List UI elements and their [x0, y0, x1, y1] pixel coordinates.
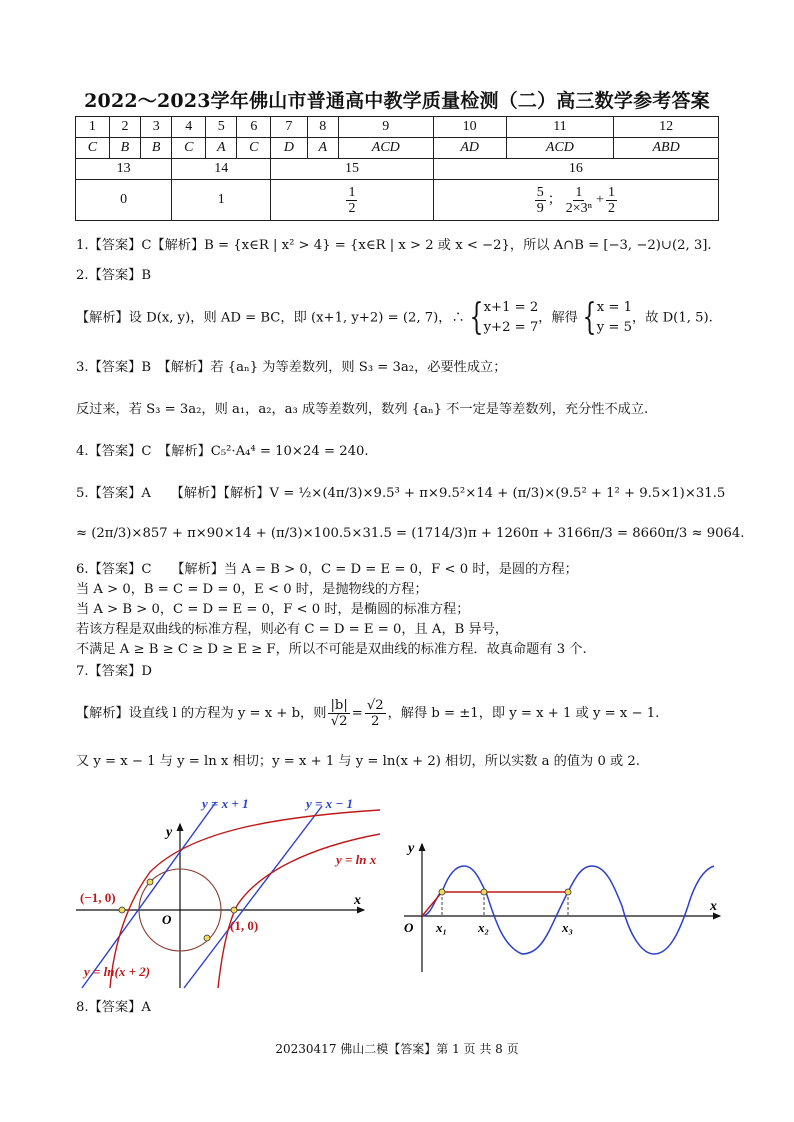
solution-text: ，解得 b = ±1，即 y = x + 1 或 y = x − 1.	[387, 706, 660, 721]
answer-6-line: 6.【答案】C 【解析】当 A = B > 0，C = D = E = 0，F < 0 时，是圆的方程；	[76, 562, 578, 577]
table-row	[76, 180, 719, 221]
answer-cell	[433, 180, 718, 221]
numerator: 5	[536, 184, 544, 200]
label-point-neg1: (−1, 0)	[80, 890, 116, 905]
answer-5-detail: ≈ (2π/3)×857 + π×90×14 + (π/3)×100.5×31.5 = (1714/3)π + 1260π + 3166π/3 = 8660π/3 ≈ 9064.	[76, 526, 745, 541]
answer-7-head: 7.【答案】D	[76, 664, 152, 679]
table-row	[76, 117, 719, 138]
table-row	[76, 159, 719, 180]
answer-7-solution	[76, 694, 659, 734]
answer-cell: AD	[433, 138, 506, 159]
answer-cell: B	[141, 138, 172, 159]
x1-label: x₁	[436, 920, 448, 935]
solution-text: 【解析】设直线 l 的方程为 y = x + b，则	[76, 706, 327, 721]
numerator: 1	[348, 184, 356, 200]
tangent-graph	[70, 792, 380, 992]
question-number: 14	[172, 159, 271, 180]
fraction	[535, 185, 546, 216]
x3-label: x₃	[562, 920, 574, 935]
separator: ；	[547, 192, 562, 208]
numerator: 1	[575, 184, 583, 200]
answer-8-head: 8.【答案】A	[76, 1000, 151, 1015]
question-number: 1	[76, 117, 110, 138]
tangent-point	[119, 907, 125, 913]
label-point-1: (1, 0)	[230, 918, 259, 933]
answer-cell: 0	[76, 180, 172, 221]
question-number: 15	[271, 159, 433, 180]
intersection-point	[481, 889, 487, 895]
denominator: 2×3ⁿ	[565, 200, 593, 216]
tangent-point	[204, 935, 210, 941]
answer-2-solution	[76, 298, 713, 342]
tangent-point	[231, 907, 237, 913]
x-axis-label: x	[354, 893, 361, 908]
red-segment	[422, 892, 568, 916]
table-row	[76, 138, 719, 159]
equation-system	[484, 298, 539, 338]
question-number: 10	[433, 117, 506, 138]
denominator: 9	[536, 200, 544, 216]
denominator: 2	[607, 200, 615, 216]
sine-graph	[398, 836, 728, 976]
answer-cell: A	[307, 138, 338, 159]
y-axis-label: y	[166, 825, 173, 840]
solution-text: 【解析】设 D(x, y)，则 AD = BC，即 (x+1, y+2) = (2, 7)，∴	[76, 310, 465, 326]
equation: y = 5	[596, 320, 633, 335]
intersection-point	[565, 889, 571, 895]
equation: x+1 = 2	[483, 300, 539, 315]
fraction	[606, 185, 617, 216]
answer-4: 4.【答案】C 【解析】C₅²·A₄⁴ = 10×24 = 240.	[76, 444, 369, 459]
y-axis-label: y	[408, 841, 415, 856]
answer-6-line: 不满足 A ≥ B ≥ C ≥ D ≥ E ≥ F，所以不可能是双曲线的标准方程．故真命题有 3 个.	[76, 642, 587, 657]
question-number: 5	[206, 117, 237, 138]
answer-7-detail: 又 y = x − 1 与 y = ln x 相切；y = x + 1 与 y = ln(x + 2) 相切，所以实数 a 的值为 0 或 2.	[76, 754, 640, 769]
label-y-ln-x: y = ln x	[336, 852, 377, 867]
answer-cell: 1	[172, 180, 271, 221]
answer-cell: C	[237, 138, 271, 159]
origin-label: O	[404, 920, 414, 935]
question-number: 12	[614, 117, 719, 138]
label-y-x-plus-1: y = x + 1	[202, 796, 249, 811]
answer-cell: B	[109, 138, 140, 159]
plus-sign: +	[596, 192, 604, 208]
tangent-point	[147, 879, 153, 885]
answer-1: 1.【答案】C【解析】B = {x∈R | x² > 4} = {x∈R | x > 2 或 x < −2}，所以 A∩B = [−3, −2)∪(2, 3].	[76, 238, 712, 253]
equation: x = 1	[596, 300, 633, 315]
denominator: 2	[371, 714, 380, 729]
answer-3: 3.【答案】B 【解析】若 {aₙ} 为等差数列，则 S₃ = 3a₂，必要性成立；	[76, 360, 507, 375]
question-number: 4	[172, 117, 206, 138]
numerator: √2	[366, 698, 384, 713]
brace-icon: {	[469, 297, 483, 338]
answer-cell: D	[271, 138, 307, 159]
answer-3-detail: 反过来，若 S₃ = 3a₂，则 a₁，a₂，a₃ 成等差数列，数列 {aₙ} 不一定是等差数列，充分性不成立.	[76, 402, 649, 417]
question-number: 7	[271, 117, 307, 138]
fraction	[346, 185, 357, 216]
x-axis-label: x	[710, 899, 717, 914]
question-number: 6	[237, 117, 271, 138]
equation-system	[597, 298, 632, 338]
answer-cell	[271, 180, 433, 221]
numerator: |b|	[330, 698, 348, 713]
denominator: √2	[330, 714, 348, 729]
answer-cell: A	[206, 138, 237, 159]
question-number: 16	[433, 159, 718, 180]
answer-6-line: 当 A > 0，B = C = D = 0，E < 0 时，是抛物线的方程；	[76, 582, 428, 597]
answer-cell: ACD	[506, 138, 614, 159]
question-number: 13	[76, 159, 172, 180]
brace-icon: {	[582, 297, 597, 338]
equation: y+2 = 7	[483, 320, 539, 335]
answer-6-line: 当 A > B > 0，C = D = E = 0，F < 0 时，是椭圆的标准方程；	[76, 602, 470, 617]
fraction	[564, 185, 594, 216]
solution-text: ，故 D(1, 5).	[632, 310, 713, 326]
answer-cell: ACD	[338, 138, 433, 159]
page-footer: 20230417 佛山二模【答案】第 1 页 共 8 页	[275, 1042, 519, 1056]
page-title: 2022～2023学年佛山市普通高中教学质量检测（二）高三数学参考答案	[84, 90, 710, 112]
answer-6-line: 若该方程是双曲线的标准方程，则必有 C = D = E = 0，且 A，B 异号，	[76, 622, 509, 637]
origin-label: O	[162, 912, 172, 927]
answer-cell: C	[172, 138, 206, 159]
equals-sign: =	[351, 706, 363, 721]
solution-text: ，解得	[538, 310, 578, 326]
line-y-x-minus-1	[184, 806, 322, 988]
x2-label: x₂	[478, 920, 490, 935]
question-number: 8	[307, 117, 338, 138]
answer-table	[75, 116, 719, 221]
answer-cell: C	[76, 138, 110, 159]
label-y-x-minus-1: y = x − 1	[306, 796, 354, 811]
question-number: 2	[109, 117, 140, 138]
question-number: 9	[338, 117, 433, 138]
fraction	[365, 698, 386, 729]
curve-ln-x-plus-2	[110, 810, 380, 988]
answer-2-head: 2.【答案】B	[76, 268, 152, 283]
answer-5: 5.【答案】A 【解析】【解析】V = ½×(4π/3)×9.5³ + π×9.5²×14 + (π/3)×(9.5² + 1² + 9.5×1)×31.5	[76, 486, 726, 501]
question-number: 3	[141, 117, 172, 138]
question-number: 11	[506, 117, 614, 138]
intersection-point	[439, 889, 445, 895]
numerator: 1	[607, 184, 615, 200]
label-y-ln-x-plus-2: y = ln(x + 2)	[84, 964, 151, 979]
fraction	[328, 698, 349, 729]
denominator: 2	[348, 200, 356, 216]
answer-cell: ABD	[614, 138, 719, 159]
